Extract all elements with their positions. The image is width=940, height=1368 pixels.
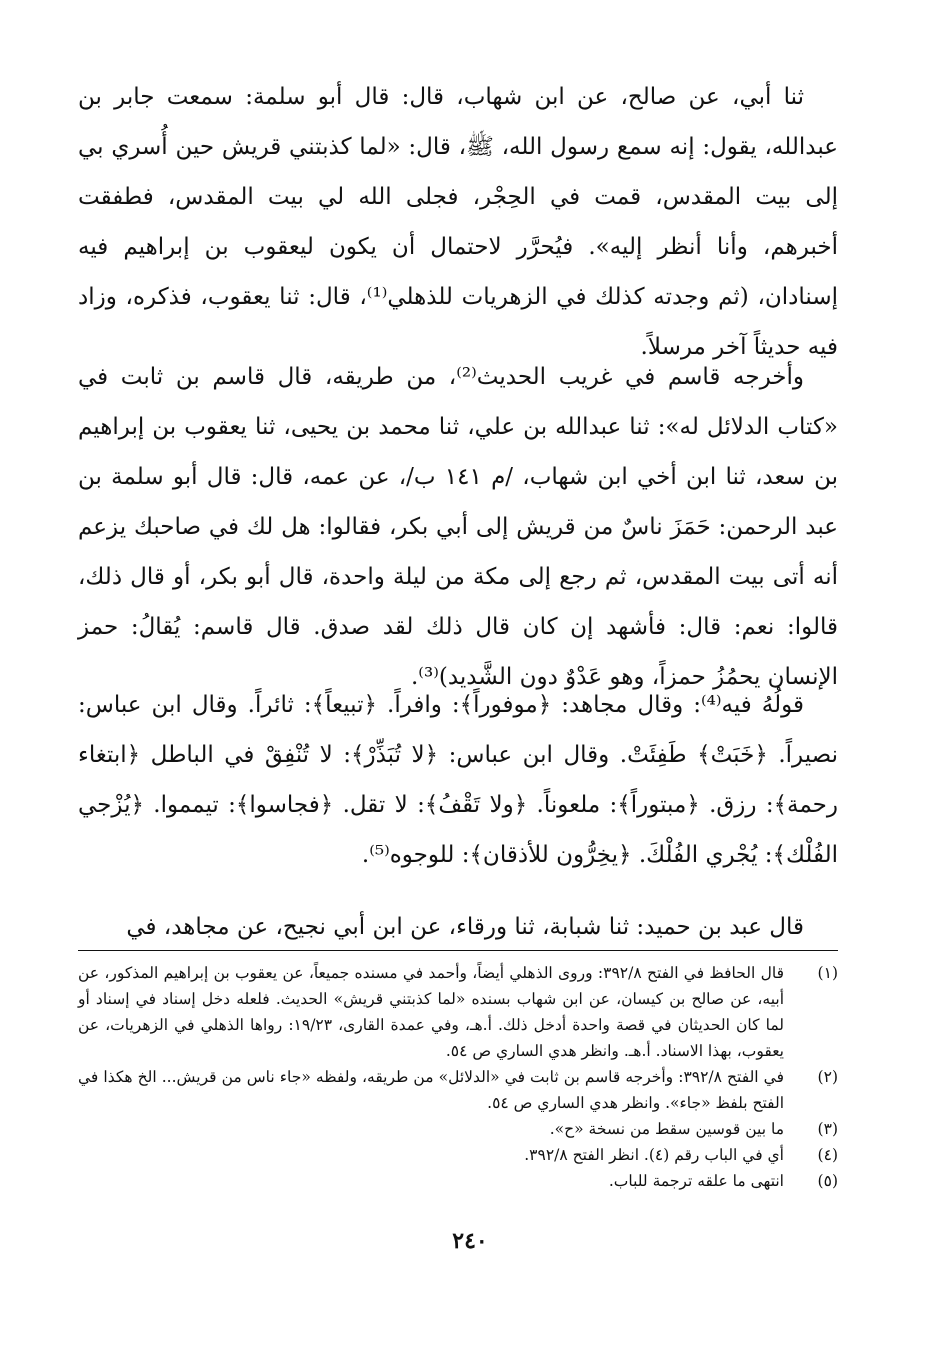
- main-paragraph-2: [78, 352, 838, 702]
- footnote-5: [78, 1168, 838, 1194]
- footnote-text: أي في الباب رقم (٤). انظر الفتح ٣٩٢/٨.: [524, 1146, 784, 1164]
- main-paragraph-3: [78, 680, 838, 880]
- paragraph-text: وأخرجه قاسم في غريب الحديث⁽²⁾، من طريقه، قال قاسم بن ثابت في «كتاب الدلائل له»: ثنا عبدالله بن علي، ثنا محمد بن يحيى، ثنا يعقوب بن إبراهيم بن سعد، ثنا ابن أخي ابن شهاب، /م ١٤١ ب/، عن عمه، قال: قال أبو سلمة بن عبد الرحمن: حَمَزَ ناسٌ من قريش إلى أبي بكر، فقالوا: هل لك في صاحبك يزعم أنه أتى بيت المقدس، ثم رجع إلى مكة من ليلة واحدة، قال أبو بكر، أو قال ذلك، قالوا: نعم: قال: فأشهد إن كان قال ذلك لقد صدق. قال قاسم: يُقالُ: حمز الإنسان يحمُزُ حمزاً، وهو عَدْوٌ دون الشَّديد)⁽³⁾.: [78, 364, 838, 690]
- footnote-2: [78, 1064, 838, 1116]
- paragraph-text: قولُهُ فيه⁽⁴⁾: وقال مجاهد: ﴿موفوراً﴾: وافراً. ﴿تبيعاً﴾: ثائراً. وقال ابن عباس: نصيراً. ﴿خَبَتْ﴾ طَفِئَتْ. وقال ابن عباس: ﴿لا تُبَذِّرْ﴾: لا تُنْفِقْ في الباطل ﴿ابتغاء رحمة﴾: رزق. ﴿مبتوراً﴾: ملعوناً. ﴿ولا تَقْفُ﴾: لا تقل. ﴿فجاسوا﴾: تيمموا. ﴿يُزْجي الفُلْك﴾: يُجْري الفُلْكَ. ﴿يخِرُّون للأذقان﴾: للوجوه⁽⁵⁾.: [78, 692, 838, 868]
- footnote-number: (١): [817, 964, 838, 982]
- footnote-number: (٢): [817, 1068, 838, 1086]
- footnote-divider: [78, 950, 838, 951]
- paragraph-text: قال عبد بن حميد: ثنا شبابة، ثنا ورقاء، عن ابن أبي نجيح، عن مجاهد، في: [126, 914, 804, 940]
- footnote-number: (٥): [817, 1172, 838, 1190]
- paragraph-text: ثنا أبي، عن صالح، عن ابن شهاب، قال: قال أبو سلمة: سمعت جابر بن عبدالله، يقول: إنه سمع رسول الله، ﷺ، قال: «لما كذبتني قريش حين أُسري بي إلى بيت المقدس، قمت في الحِجْر، فجلى الله لي بيت المقدس، فطفقت أخبرهم، وأنا أنظر إليه». فيُحرَّر لاحتمال أن يكون ليعقوب بن إبراهيم فيه إسنادان، (ثم وجدته كذلك في الزهريات للذهلي⁽¹⁾، قال: ثنا يعقوب، فذكره، وزاد فيه حديثاً آخر مرسلاً.: [78, 84, 838, 360]
- footnote-3: [78, 1116, 838, 1142]
- footnote-text: قال الحافظ في الفتح ٣٩٢/٨: وروى الذهلي أيضاً، وأحمد في مسنده جميعاً، عن يعقوب بن إبراهيم المذكور، عن أبيه، عن صالح بن كيسان، عن ابن شهاب بسنده «لما كذبتني قريش» الحديث. فلعله دخل إسناد في إسناد أو لما كان الحديثان في قصة واحدة أدخل ذلك. أ.هـ، وفي عمدة القارى، ١٩/٢٣: رواها الذهلي في الزهريات، عن يعقوب، بهذا الاسناد. أ.هـ. وانظر هدي الساري ص ٥٤.: [78, 964, 784, 1060]
- main-paragraph-1: [78, 72, 838, 372]
- page-number: ٢٤٠: [452, 1228, 488, 1254]
- footnote-number: (٤): [817, 1146, 838, 1164]
- footnote-1: [78, 960, 838, 1064]
- footnote-text: انتهى ما علقه ترجمة للباب.: [608, 1172, 784, 1190]
- footnote-text: ما بين قوسين سقط من نسخة «ح».: [549, 1120, 784, 1138]
- main-paragraph-4: [78, 902, 838, 952]
- footnotes-section: [78, 960, 838, 1194]
- footnote-number: (٣): [817, 1120, 838, 1138]
- footnote-text: في الفتح ٣٩٢/٨: وأخرجه قاسم بن ثابت في «الدلائل» من طريقه، ولفظه «جاء ناس من قريش... الخ هكذا في الفتح بلفظ «جاء». وانظر هدي الساري ص ٥٤.: [78, 1068, 784, 1112]
- footnote-4: [78, 1142, 838, 1168]
